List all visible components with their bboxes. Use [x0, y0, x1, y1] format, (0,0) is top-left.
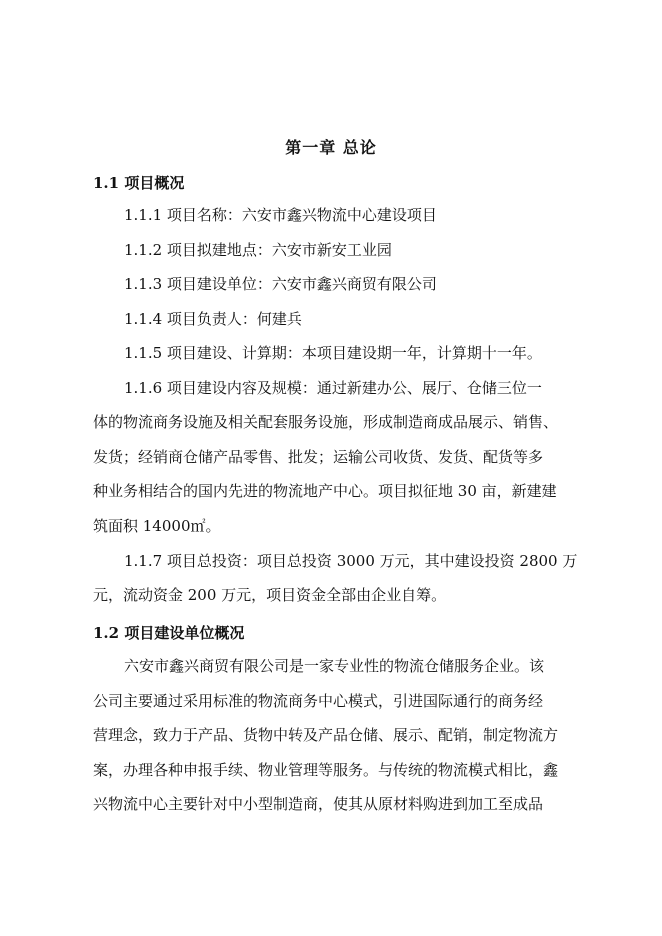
item-1-1-1: 1.1.1 项目名称：六安市鑫兴物流中心建设项目	[124, 206, 437, 224]
section-heading-1-1: 1.1 项目概况	[93, 174, 185, 192]
item-1-1-2: 1.1.2 项目拟建地点：六安市新安工业园	[124, 241, 392, 259]
chapter-title: 第一章 总论	[285, 138, 377, 157]
section-heading-1-2: 1.2 项目建设单位概况	[93, 624, 245, 642]
item-1-1-7-line-1: 1.1.7 项目总投资：项目总投资 3000 万元，其中建设投资 2800 万	[124, 552, 578, 570]
item-1-1-6-line-4: 种业务相结合的国内先进的物流地产中心。项目拟征地 30 亩，新建建	[93, 482, 557, 500]
item-1-1-6-line-3: 发货；经销商仓储产品零售、批发；运输公司收货、发货、配货等多	[93, 448, 544, 466]
item-1-1-4: 1.1.4 项目负责人：何建兵	[124, 310, 302, 328]
paragraph-1-2-line-5: 兴物流中心主要针对中小型制造商，使其从原材料购进到加工至成品	[93, 795, 544, 813]
item-1-1-6-line-5: 筑面积 14000㎡。	[93, 517, 221, 535]
item-1-1-6-line-1: 1.1.6 项目建设内容及规模：通过新建办公、展厅、仓储三位一	[124, 379, 542, 397]
item-1-1-6-line-2: 体的物流商务设施及相关配套服务设施，形成制造商成品展示、销售、	[93, 413, 559, 431]
paragraph-1-2-line-1: 六安市鑫兴商贸有限公司是一家专业性的物流仓储服务企业。该	[124, 657, 545, 675]
paragraph-1-2-line-4: 案，办理各种申报手续、物业管理等服务。与传统的物流模式相比，鑫	[93, 761, 559, 779]
item-1-1-3: 1.1.3 项目建设单位：六安市鑫兴商贸有限公司	[124, 275, 437, 293]
paragraph-1-2-line-2: 公司主要通过采用标准的物流商务中心模式，引进国际通行的商务经	[93, 692, 544, 710]
paragraph-1-2-line-3: 营理念，致力于产品、货物中转及产品仓储、展示、配销，制定物流方	[93, 726, 559, 744]
item-1-1-5: 1.1.5 项目建设、计算期：本项目建设期一年，计算期十一年。	[124, 344, 542, 362]
item-1-1-7-line-2: 元，流动资金 200 万元，项目资金全部由企业自筹。	[93, 586, 447, 604]
